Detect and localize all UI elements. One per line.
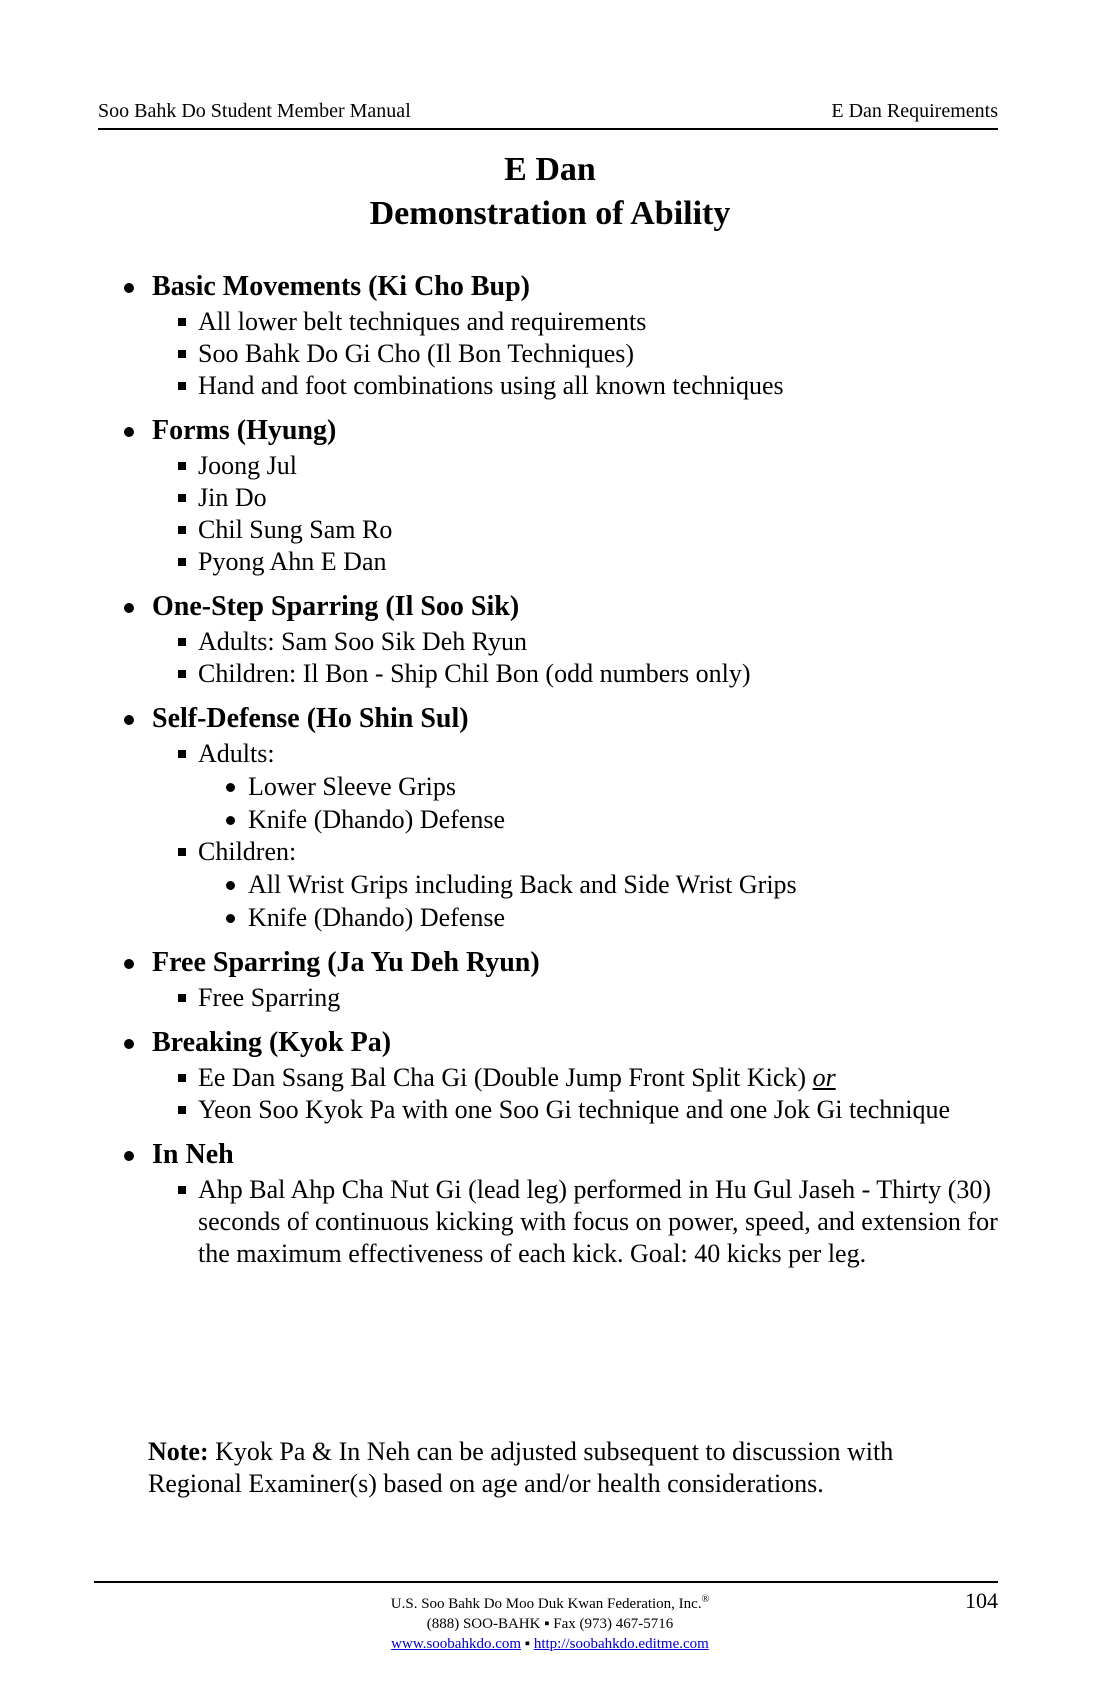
list-item: Yeon Soo Kyok Pa with one Soo Gi technique and one Jok Gi technique	[178, 1094, 1002, 1126]
wiki-link[interactable]: http://soobahkdo.editme.com	[533, 1636, 709, 1652]
section-name: E Dan Requirements	[831, 100, 998, 122]
section-self-defense	[122, 700, 1002, 934]
section-title: In Neh	[122, 1136, 1002, 1174]
page-title: E Dan	[504, 151, 596, 188]
square-bullet-icon	[178, 638, 186, 646]
square-bullet-icon	[178, 558, 186, 566]
footer-links: www.soobahkdo.com ▪ http://soobahkdo.editme.com	[391, 1636, 709, 1652]
page-header	[98, 96, 998, 130]
square-bullet-icon	[178, 318, 186, 326]
list-item: Hand and foot combinations using all known techniques	[178, 370, 1002, 402]
note-label: Note:	[148, 1437, 209, 1466]
or-emphasis: or	[812, 1063, 836, 1092]
bullet-icon	[124, 1039, 134, 1049]
square-bullet-icon	[178, 1186, 186, 1194]
manual-title: Soo Bahk Do Student Member Manual	[98, 100, 411, 122]
list-item: Joong Jul	[178, 450, 1002, 482]
list-item: Adults: Lower Sleeve Grips Knife (Dhando) Defense	[178, 738, 1002, 836]
page-footer	[0, 1590, 1100, 1654]
list-item: Soo Bahk Do Gi Cho (Il Bon Techniques)	[178, 338, 1002, 370]
section-title: Self-Defense (Ho Shin Sul)	[122, 700, 1002, 738]
section-title: Forms (Hyung)	[122, 412, 1002, 450]
square-bullet-icon	[178, 1106, 186, 1114]
bullet-icon	[124, 959, 134, 969]
square-bullet-icon	[178, 994, 186, 1002]
note-text: Kyok Pa & In Neh can be adjusted subsequent to discussion with Regional Examiner(s) based on age and/or health considerations.	[148, 1437, 894, 1498]
bullet-icon	[124, 603, 134, 613]
footer-contact: (888) SOO-BAHK ▪ Fax (973) 467-5716	[426, 1616, 674, 1632]
list-item: Ee Dan Ssang Bal Cha Gi (Double Jump Front Split Kick) or	[178, 1062, 1002, 1094]
footer-org: U.S. Soo Bahk Do Moo Duk Kwan Federation, Inc.®	[390, 1594, 710, 1612]
square-bullet-icon	[178, 750, 186, 758]
website-link[interactable]: www.soobahkdo.com	[391, 1636, 522, 1652]
bullet-icon	[124, 715, 134, 725]
sub-list-item: Knife (Dhando) Defense	[224, 901, 1002, 934]
square-bullet-icon	[178, 848, 186, 856]
list-item: Pyong Ahn E Dan	[178, 546, 1002, 578]
list-item: Free Sparring	[178, 982, 1002, 1014]
bullet-icon	[124, 1151, 134, 1161]
section-title: Breaking (Kyok Pa)	[122, 1024, 1002, 1062]
section-free-sparring	[122, 944, 1002, 1014]
section-title: Basic Movements (Ki Cho Bup)	[122, 268, 1002, 306]
bullet-icon	[226, 914, 235, 923]
sub-list-item: Knife (Dhando) Defense	[224, 803, 1002, 836]
bullet-icon	[124, 427, 134, 437]
square-bullet-icon	[178, 350, 186, 358]
square-bullet-icon	[178, 526, 186, 534]
section-forms	[122, 412, 1002, 578]
square-bullet-icon	[178, 494, 186, 502]
section-breaking	[122, 1024, 1002, 1126]
section-basic-movements	[122, 268, 1002, 402]
square-bullet-icon	[178, 382, 186, 390]
footer-divider	[94, 1581, 998, 1583]
square-bullet-icon	[178, 670, 186, 678]
list-item: Adults: Sam Soo Sik Deh Ryun	[178, 626, 1002, 658]
square-bullet-icon	[178, 1074, 186, 1082]
page-subtitle: Demonstration of Ability	[369, 195, 731, 232]
page-number: 104	[965, 1588, 998, 1613]
list-item: All lower belt techniques and requirements	[178, 306, 1002, 338]
bullet-icon	[226, 783, 235, 792]
bullet-icon	[226, 881, 235, 890]
section-title: One-Step Sparring (Il Soo Sik)	[122, 588, 1002, 626]
square-bullet-icon	[178, 462, 186, 470]
list-item: Jin Do	[178, 482, 1002, 514]
list-item: Children: Il Bon - Ship Chil Bon (odd numbers only)	[178, 658, 1002, 690]
bullet-icon	[226, 816, 235, 825]
section-title: Free Sparring (Ja Yu Deh Ryun)	[122, 944, 1002, 982]
list-item: Chil Sung Sam Ro	[178, 514, 1002, 546]
requirements-list	[122, 268, 1002, 1280]
list-item: Children: All Wrist Grips including Back and Side Wrist Grips Knife (Dhando) Defense	[178, 836, 1002, 934]
list-item: Ahp Bal Ahp Cha Nut Gi (lead leg) performed in Hu Gul Jaseh - Thirty (30) seconds of continuous kicking with focus on power, speed, and extension for the maximum effectiveness of each kick. Goal: 40 kicks per leg.	[178, 1174, 1002, 1270]
bullet-icon	[124, 283, 134, 293]
section-in-neh	[122, 1136, 1002, 1270]
section-one-step-sparring	[122, 588, 1002, 690]
sub-list-item: All Wrist Grips including Back and Side Wrist Grips	[224, 868, 1002, 901]
sub-list-item: Lower Sleeve Grips	[224, 770, 1002, 803]
note-paragraph	[148, 1436, 968, 1500]
